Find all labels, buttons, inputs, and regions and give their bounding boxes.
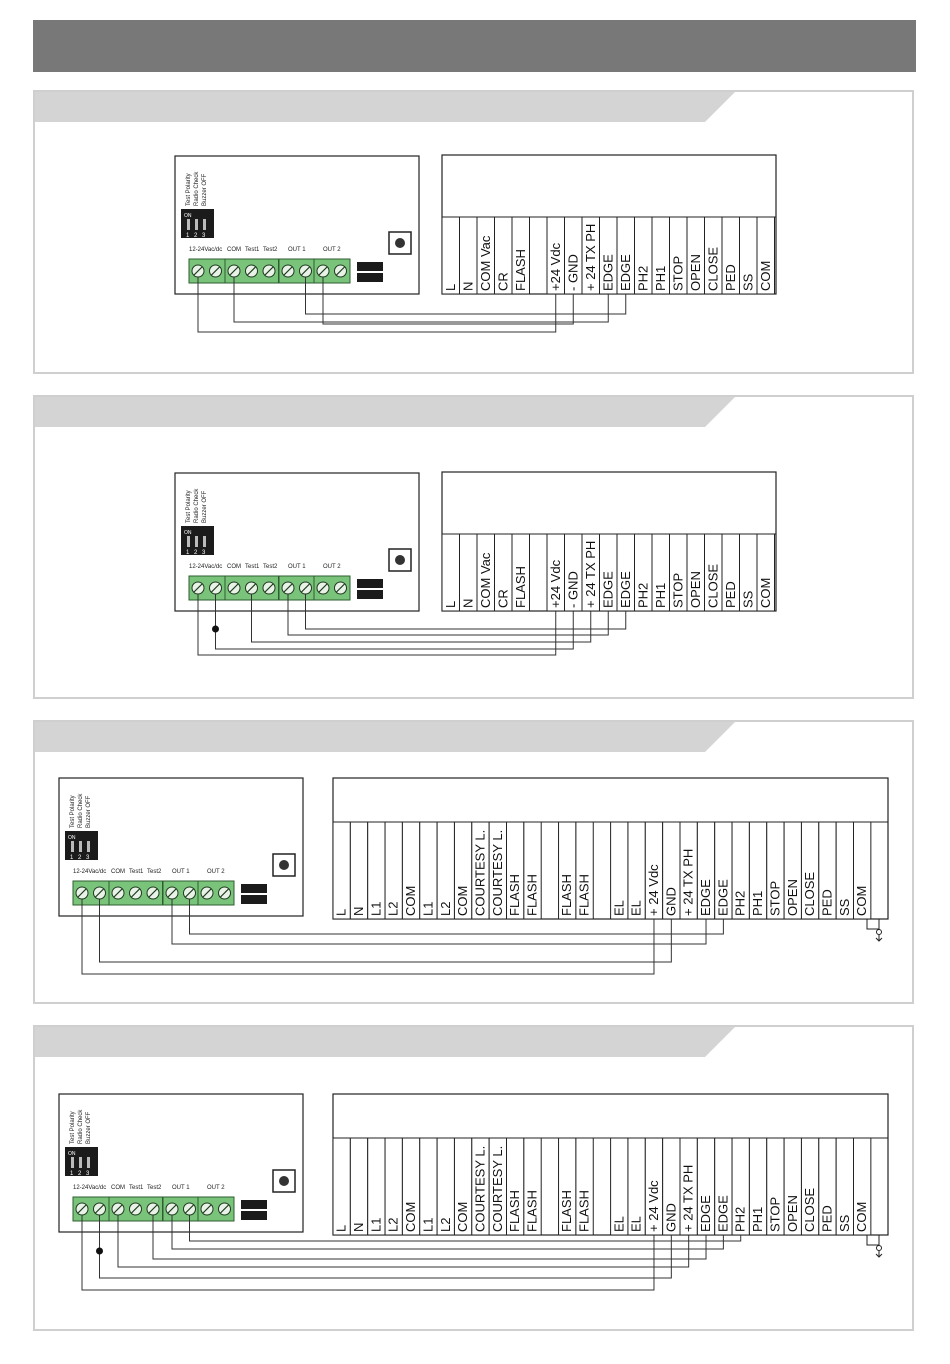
terminal-label: L2 [437,1217,453,1232]
terminal-label: PH2 [635,582,651,608]
push-button-knob [279,860,289,870]
dip-on-label: ON [68,835,76,841]
dip-on-label: ON [68,1151,76,1157]
terminal-label: +24 Vdc [547,242,563,291]
terminal-label: + 24 TX PH [680,1164,696,1232]
terminal-label: Test2 [147,1185,162,1191]
terminal-label: EDGE [617,254,633,291]
terminal-label: PH2 [635,265,651,291]
terminal-label: FLASH [559,874,575,916]
terminal-label: OPEN [687,571,703,608]
terminal-label: FLASH [524,874,540,916]
terminal-label: EDGE [715,1195,731,1232]
antenna-lead [867,919,879,929]
terminal-label: SS [740,590,756,608]
connector-block [241,884,267,893]
terminal-label: COM [854,1201,870,1232]
terminal-cell [333,822,350,919]
terminal-label: COM Vac [477,235,493,291]
dip-label: Radio Check [194,171,200,206]
dip-number: 3 [86,855,90,861]
dip-label: Test Polarity [70,795,76,828]
terminal-label: OPEN [784,1195,800,1232]
wiring-panel-2 [33,395,914,699]
terminal-label: STOP [670,572,686,608]
terminal-label: L [333,908,349,916]
terminal-label: SS [836,898,852,916]
terminal-label: PED [819,889,835,916]
dip-number: 1 [70,1171,74,1177]
terminal-label: OUT 2 [207,1185,225,1191]
antenna-lead [867,1235,879,1245]
terminal-label: PH1 [652,265,668,291]
terminal-label: 12-24Vac/dc [189,247,223,253]
dip-label: Test Polarity [70,1111,76,1144]
terminal-label: EDGE [617,571,633,608]
terminal-label: + 24 TX PH [680,848,696,916]
connector-block [357,273,383,282]
antenna-node [877,1246,882,1251]
terminal-label: OPEN [784,879,800,916]
terminal-label: OUT 1 [172,1185,190,1191]
terminal-label: FLASH [559,1190,575,1232]
terminal-label: L1 [420,901,436,916]
dip-label: Buzzer OFF [86,795,92,828]
terminal-label: PH2 [732,890,748,916]
terminal-label: COURTESY L. [472,829,488,916]
terminal-label: PH2 [732,1206,748,1232]
dip-slider [79,1157,82,1168]
terminal-label: 12-24Vac/dc [189,564,223,570]
terminal-label: PED [722,264,738,291]
terminal-label: OUT 2 [323,564,341,570]
wiring-diagram [35,397,916,701]
terminal-label: 12-24Vac/dc [73,869,107,875]
terminal-label: + 24 TX PH [582,223,598,291]
terminal-label: COM [111,869,125,875]
terminal-label: COM Vac [477,552,493,608]
terminal-label: EDGE [698,1195,714,1232]
terminal-label: COM [757,260,773,291]
dip-number: 2 [78,1171,82,1177]
junction-dot [212,626,219,633]
terminal-label: + 24 Vdc [645,1180,661,1232]
dip-slider [203,219,206,230]
dip-number: 2 [78,855,82,861]
connector-block [357,579,383,588]
dip-slider [87,1157,90,1168]
terminal-label: FLASH [576,874,592,916]
terminal-label: FLASH [507,1190,523,1232]
terminal-label: CR [495,589,511,608]
dip-number: 1 [186,550,190,556]
terminal-label: Test2 [263,564,278,570]
terminal-label: Test1 [245,247,260,253]
terminal-label: CLOSE [802,1187,818,1232]
push-button-knob [279,1176,289,1186]
terminal-label: OPEN [687,254,703,291]
terminal-label: COM [455,1201,471,1232]
terminal-label: PH1 [750,1206,766,1232]
terminal-label: Test1 [245,564,260,570]
terminal-label: PED [819,1205,835,1232]
dip-slider [87,841,90,852]
dip-slider [71,841,74,852]
dip-slider [187,536,190,547]
terminal-label: COM [227,564,241,570]
terminal-label: L1 [368,901,384,916]
connector-block [241,1211,267,1220]
terminal-label: EL [611,900,627,916]
terminal-label: STOP [767,880,783,916]
terminal-label: EL [611,1216,627,1232]
terminal-label: CLOSE [802,871,818,916]
terminal-cell [442,217,460,294]
terminal-label: OUT 1 [288,564,306,570]
terminal-label: COM [403,885,419,916]
terminal-label: L1 [368,1217,384,1232]
antenna-icon [867,919,882,941]
dip-label: Radio Check [78,1109,84,1144]
push-button-knob [395,555,405,565]
dip-number: 3 [202,550,206,556]
terminal-label: L [333,1224,349,1232]
terminal-label: COURTESY L. [472,1145,488,1232]
terminal-label: GND [663,887,679,916]
terminal-label: EDGE [600,254,616,291]
terminal-label: L [442,600,458,608]
dip-label: Radio Check [194,488,200,523]
connector-block [357,262,383,271]
terminal-label: COM [854,885,870,916]
terminal-label: Test2 [147,869,162,875]
terminal-label: FLASH [576,1190,592,1232]
title-bar [33,20,916,72]
terminal-label: N [460,281,476,291]
wiring-diagram [35,1027,916,1333]
terminal-label: N [351,1222,367,1232]
dip-on-label: ON [184,213,192,219]
terminal-label: EL [628,1216,644,1232]
terminal-label: - GND [565,571,581,608]
terminal-label: CR [495,272,511,291]
control-board [175,156,419,294]
terminal-label: CLOSE [705,246,721,291]
terminal-label: PED [722,581,738,608]
terminal-label: + 24 TX PH [582,540,598,608]
dip-label: Test Polarity [186,173,192,206]
terminal-label: 12-24Vac/dc [73,1185,107,1191]
dip-label: Buzzer OFF [86,1111,92,1144]
dip-slider [71,1157,74,1168]
terminal-label: Test1 [129,869,144,875]
dip-slider [203,536,206,547]
antenna-icon [867,1235,882,1257]
terminal-label: SS [740,273,756,291]
wiring-panel-3 [33,720,914,1004]
terminal-label: COM [227,247,241,253]
dip-slider [195,536,198,547]
dip-number: 2 [194,233,198,239]
terminal-cell [350,1138,367,1235]
dip-number: 1 [70,855,74,861]
terminal-label: GND [663,1203,679,1232]
dip-number: 1 [186,233,190,239]
terminal-cell [333,1138,350,1235]
terminal-cell [350,822,367,919]
terminal-label: PH1 [750,890,766,916]
wiring-diagram [35,92,916,376]
dip-number: 3 [86,1171,90,1177]
terminal-label: OUT 1 [172,869,190,875]
dip-number: 3 [202,233,206,239]
terminal-label: OUT 2 [207,869,225,875]
terminal-label: SS [836,1214,852,1232]
connector-block [241,895,267,904]
terminal-board [442,155,776,294]
terminal-label: COM [111,1185,125,1191]
terminal-label: L2 [385,1217,401,1232]
terminal-label: OUT 1 [288,247,306,253]
control-board [59,778,303,916]
terminal-label: EDGE [698,879,714,916]
terminal-label: N [460,598,476,608]
terminal-label: COURTESY L. [489,1145,505,1232]
terminal-label: EDGE [600,571,616,608]
terminal-label: PH1 [652,582,668,608]
terminal-label: FLASH [507,874,523,916]
dip-label: Radio Check [78,793,84,828]
push-button-knob [395,238,405,248]
dip-slider [195,219,198,230]
dip-number: 2 [194,550,198,556]
control-board [59,1094,303,1232]
dip-slider [79,841,82,852]
dip-label: Test Polarity [186,490,192,523]
terminal-label: COM [757,577,773,608]
terminal-label: L1 [420,1217,436,1232]
junction-dot [96,1248,103,1255]
terminal-label: COM [403,1201,419,1232]
dip-slider [187,219,190,230]
dip-label: Buzzer OFF [202,490,208,523]
wiring-panel-1 [33,90,914,374]
dip-label: Buzzer OFF [202,173,208,206]
terminal-label: L2 [385,901,401,916]
dip-on-label: ON [184,530,192,536]
terminal-label: STOP [670,255,686,291]
terminal-label: CLOSE [705,563,721,608]
terminal-label: +24 Vdc [547,559,563,608]
terminal-label: FLASH [512,566,528,608]
terminal-label: STOP [767,1196,783,1232]
terminal-board [333,1094,888,1235]
control-board [175,473,419,611]
terminal-label: EDGE [715,879,731,916]
terminal-label: COURTESY L. [489,829,505,916]
terminal-cell [442,534,460,611]
antenna-node [877,930,882,935]
wiring-diagram [35,722,916,1006]
terminal-label: Test2 [263,247,278,253]
terminal-label: EL [628,900,644,916]
terminal-label: - GND [565,254,581,291]
terminal-label: COM [455,885,471,916]
terminal-label: N [351,906,367,916]
terminal-label: OUT 2 [323,247,341,253]
terminal-label: L2 [437,901,453,916]
connector-block [241,1200,267,1209]
terminal-board [333,778,888,919]
terminal-label: + 24 Vdc [645,864,661,916]
terminal-label: FLASH [512,249,528,291]
wiring-panel-4 [33,1025,914,1331]
terminal-board [442,472,776,611]
connector-block [357,590,383,599]
terminal-label: Test1 [129,1185,144,1191]
terminal-label: L [442,283,458,291]
terminal-label: FLASH [524,1190,540,1232]
